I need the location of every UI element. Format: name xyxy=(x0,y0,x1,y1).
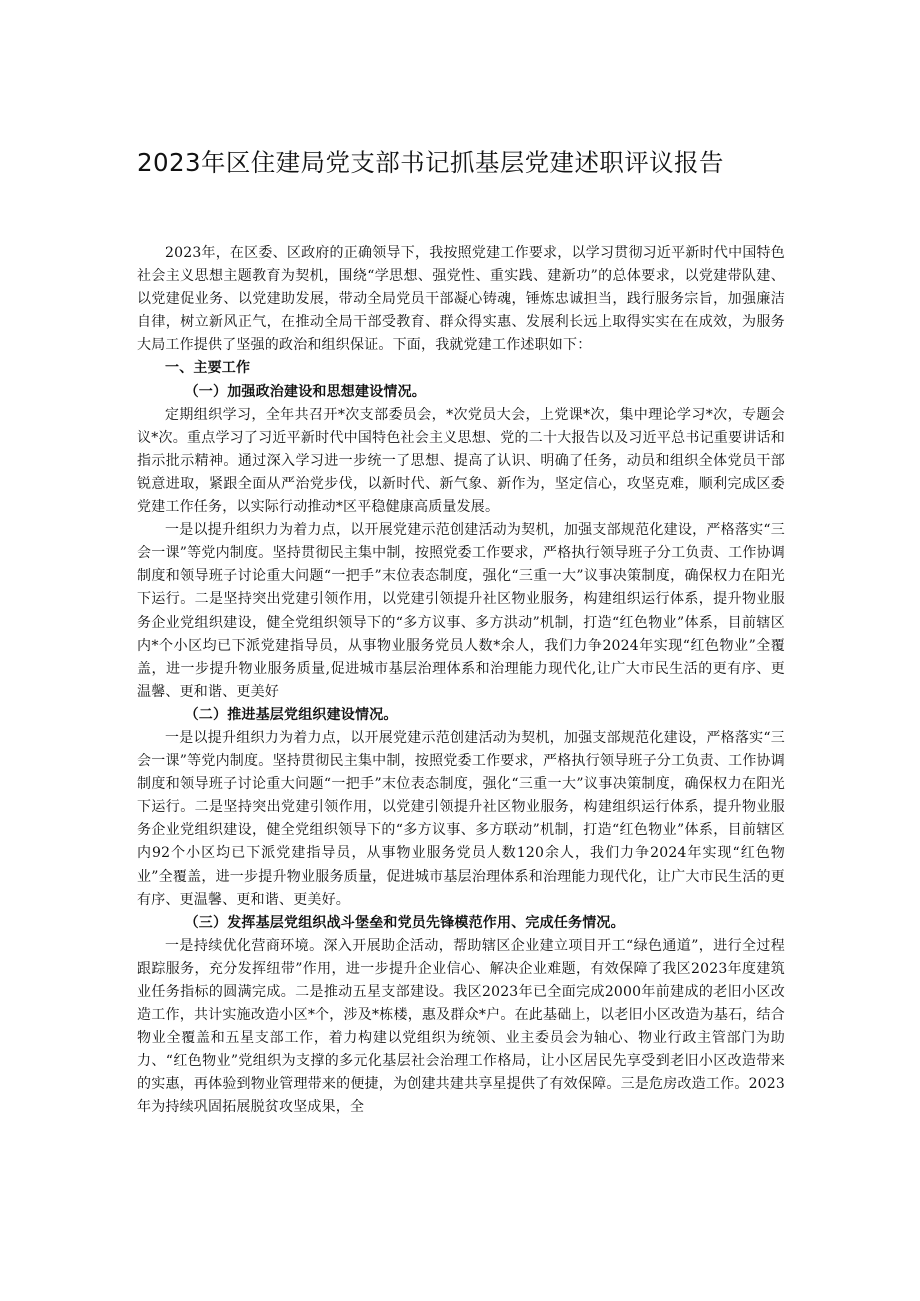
paragraph-grassroots-organization: 一是以提升组织力为着力点，以开展党建示范创建活动为契机，加强支部规范化建设，严格落实“三会一课”等党内制度。坚持贯彻民主集中制，按照党委工作要求，严格执行领导班子分工负责、工作协调制度和领导班子讨论重大问题“一把手”末位表态制度，强化“三重一大”议事决策制度，确保权力在阳光下运行。二是坚持突出党建引领作用，以党建引领提升社区物业服务，构建组织运行体系，提升物业服务企业党组织建设，健全党组织领导下的“多方议事、多方联动”机制，打造“红色物业”体系，目前辖区内92个小区均已下派党建指导员，从事物业服务党员人数120余人，我们力争2024年实现“红色物业”全覆盖，进一步提升物业服务质量，促进城市基层治理体系和治理能力现代化，让广大市民生活的更有序、更温馨、更和谐、更美好。 xyxy=(137,729,785,908)
section-heading-main-work: 一、主要工作 xyxy=(165,360,251,377)
intro-paragraph: 2023年，在区委、区政府的正确领导下，我按照党建工作要求，以学习贯彻习近平新时代中国特色社会主义思想主题教育为契机，围绕“学思想、强党性、重实践、建新功”的总体要求，以党建带队建、以党建促业务、以党建助发展，带动全局党员干部凝心铸魂，锤炼忠诚担当，践行服务宗旨，加强廉洁自律，树立新风正气，在推动全局干部受教育、群众得实惠、发展利长远上取得实实在在成效，为服务大局工作提供了坚强的政治和组织保证。下面，我就党建工作述职如下： xyxy=(137,245,785,354)
document-body xyxy=(137,242,785,1120)
document-title: 2023年区住建局党支部书记抓基层党建述职评议报告 xyxy=(137,148,724,177)
subsection-heading-grassroots-organization: （二）推进基层党组织建设情况。 xyxy=(184,706,398,723)
paragraph-study-sessions: 定期组织学习，全年共召开*次支部委员会，*次党员大会，上党课*次，集中理论学习*次，专题会议*次。重点学习了习近平新时代中国特色社会主义思想、党的二十大报告以及习近平总书记重要讲话和指示批示精神。通过深入学习进一步统一了思想、提高了认识、明确了任务，动员和组织全体党员干部锐意进取，紧跟全面从严治党步伐，以新时代、新气象、新作为，坚定信心，攻坚克难，顺利完成区委党建工作任务，以实际行动推动*区平稳健康高质量发展。 xyxy=(137,406,785,516)
paragraph-business-environment: 一是持续优化营商环境。深入开展助企活动，帮助辖区企业建立项目开工“绿色通道”，进行全过程跟踪服务，充分发挥纽带”作用，进一步提升企业信心、解决企业难题，有效保障了我区2023年度建筑业任务指标的圆满完成。二是推动五星支部建设。我区2023年已全面完成2000年前建成的老旧小区改造工作，共计实施改造小区*个，涉及*栋楼，惠及群众*户。在此基础上，以老旧小区改造为基石，结合物业全覆盖和五星支部工作，着力构建以党组织为统领、业主委员会为轴心、物业行政主管部门为助力、“红色物业”党组织为支撑的多元化基层社会治理工作格局，让小区居民先享受到老旧小区改造带来的实惠，再体验到物业管理带来的便捷，为创建共建共享星提供了有效保障。三是危房改造工作。2023年为持续巩固拓展脱贫攻坚成果，全 xyxy=(137,937,785,1116)
paragraph-organization-strength: 一是以提升组织力为着力点，以开展党建示范创建活动为契机，加强支部规范化建设，严格落实“三会一课”等党内制度。坚持贯彻民主集中制，按照党委工作要求，严格执行领导班子分工负责、工作协调制度和领导班子讨论重大问题“一把手”末位表态制度，强化“三重一大”议事决策制度，确保权力在阳光下运行。二是坚持突出党建引领作用，以党建引领提升社区物业服务，构建组织运行体系，提升物业服务企业党组织建设，健全党组织领导下的“多方议事、多方洪动”机制，打造“红色物业”体系，目前辖区内*个小区均已下派党建指导员，从事物业服务党员人数*余人，我们力争2024年实现“红色物业”全覆盖，进一步提升物业服务质量,促进城市基层治理体系和治理能力现代化,让广大市民生活的更有序、更温馨、更和谐、更美好 xyxy=(137,522,785,700)
subsection-heading-political-construction: （一）加强政治建设和思想建设情况。 xyxy=(184,383,426,400)
subsection-heading-vanguard-role: （三）发挥基层党组织战斗堡垒和党员先锋模范作用、完成任务情况。 xyxy=(184,914,625,931)
